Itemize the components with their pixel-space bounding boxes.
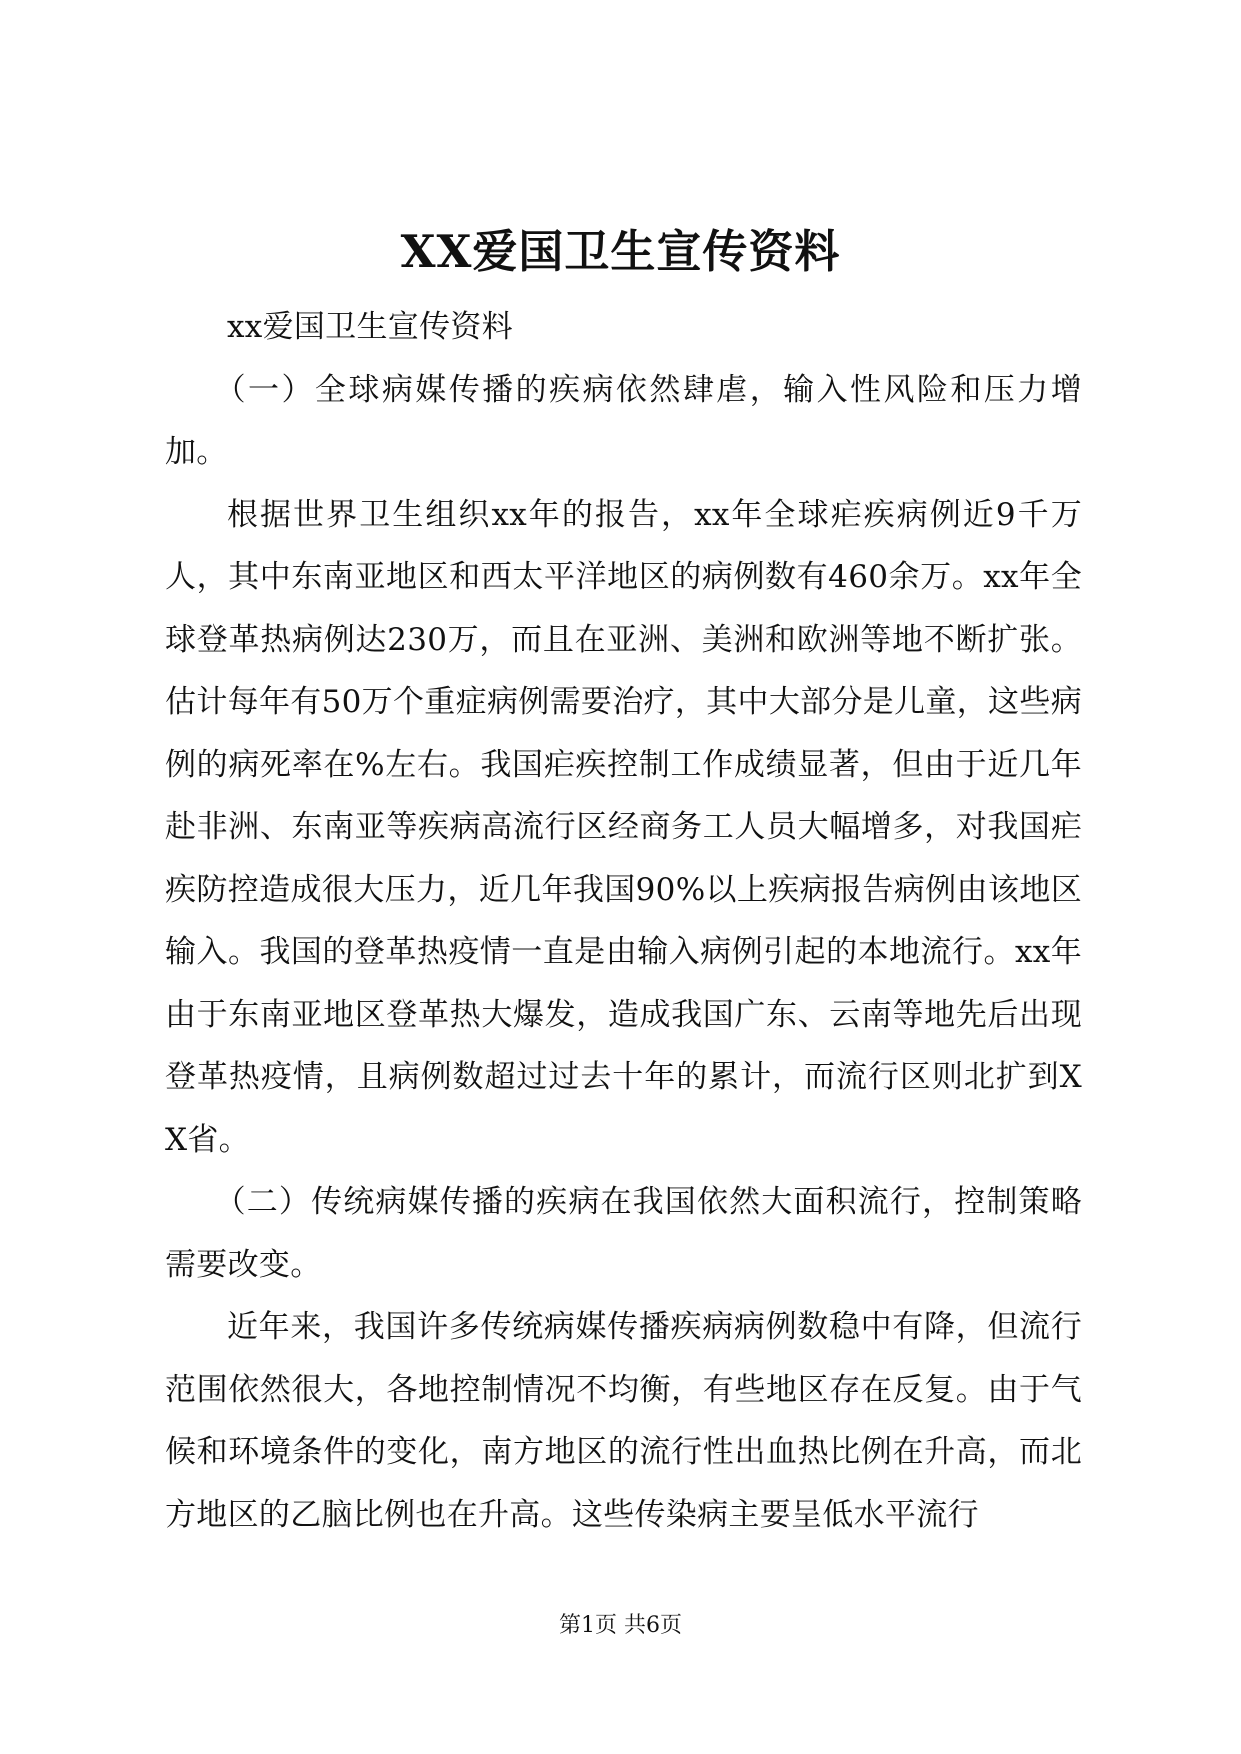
paragraph-section-one-body: 根据世界卫生组织xx年的报告，xx年全球疟疾病例近9千万人，其中东南亚地区和西太平洋地区的病例数有460余万。xx年全球登革热病例达230万，而且在亚洲、美洲和欧洲等地不断扩张。估计每年有50万个重症病例需要治疗，其中大部分是儿童，这些病例的病死率在%左右。我国疟疾控制工作成绩显著，但由于近几年赴非洲、东南亚等疾病高流行区经商务工人员大幅增多，对我国疟疾防控造成很大压力，近几年我国90%以上疾病报告病例由该地区输入。我国的登革热疫情一直是由输入病例引起的本地流行。xx年由于东南亚地区登革热大爆发，造成我国广东、云南等地先后出现登革热疫情，且病例数超过过去十年的累计，而流行区则北扩到XX省。 [165, 496, 1082, 1158]
page-footer: 第1页 共6页 [559, 1613, 682, 1638]
paragraph-section-one-title: （一）全球病媒传播的疾病依然肆虐，输入性风险和压力增加。 [165, 371, 1082, 470]
document-body [165, 296, 1082, 1546]
paragraph-section-two-body: 近年来，我国许多传统病媒传播疾病病例数稳中有降，但流行范围依然很大，各地控制情况不均衡，有些地区存在反复。由于气候和环境条件的变化，南方地区的流行性出血热比例在升高，而北方地区的乙脑比例也在升高。这些传染病主要呈低水平流行 [165, 1309, 1082, 1533]
document-title: XX爱国卫生宣传资料 [400, 225, 841, 278]
paragraph-heading: xx爱国卫生宣传资料 [227, 309, 513, 345]
paragraph-section-two-title: （二）传统病媒传播的疾病在我国依然大面积流行，控制策略需要改变。 [165, 1184, 1082, 1283]
